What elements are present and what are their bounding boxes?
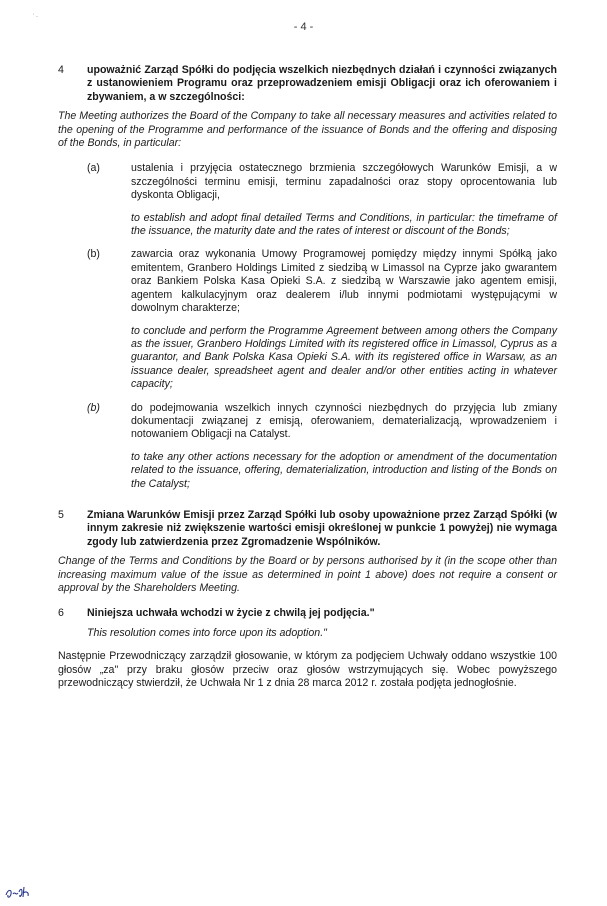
sub-item-label: (b) [87, 401, 100, 414]
sub-item-b-second [87, 402, 557, 451]
sub-item-english-text: to establish and adopt final detailed Terms and Conditions, in particular: the timeframe of the issuance, the maturity date and the rates of interest or discount of the Bonds; [131, 211, 557, 238]
item-5-polish-text: Zmiana Warunków Emisji przez Zarząd Spółki lub osoby upoważnione przez Zarząd Spółki (w innym zakresie niż zwiększenie wartości emisji określonej w punkcie 1 powyżej) nie wymaga zgody lub zatwierdzenia przez Zgromadzenie Wspólników. [87, 508, 557, 548]
sub-item-english-text: to conclude and perform the Programme Agreement between among others the Company as the issuer, Granbero Holdings Limited with its registered office in Limassol, Cyprus as a guarantor, and Bank Polska Kasa Opieki S.A. with its registered office in Warsaw, as an issuance dealer, spreadsheet agent and dealer and/or other entities acting in whatever capacity; [131, 324, 557, 391]
item-number: 4 [58, 64, 64, 76]
item-6 [58, 607, 557, 620]
sub-item-b [87, 248, 557, 324]
item-5-english-text: Change of the Terms and Conditions by the Board or by persons authorised by it (in the scope other than increasing maximum value of the issue as determined in point 1 above) does not require a consent or approval by the Shareholders Meeting. [58, 555, 557, 594]
sub-item-label: (b) [87, 248, 100, 261]
page-number: - 4 - [293, 21, 314, 33]
sub-item-polish-text: ustalenia i przyjęcia ostatecznego brzmienia szczegółowych Warunków Emisji, a w szczególności terminu emisji, terminu zapadalności oraz stopy oprocentowania lub dyskonta Obligacji, [131, 162, 557, 202]
item-4-english-text: The Meeting authorizes the Board of the Company to take all necessary measures and activities related to the opening of the Programme and performance of the issuance of Bonds and the offering and disposing of the Bonds, in particular: [58, 110, 557, 150]
item-number: 6 [58, 607, 64, 620]
item-4 [58, 64, 557, 104]
sub-item-polish-text: do podejmowania wszelkich innych czynności niezbędnych do przyjęcia lub zmiany dokumentacji związanej z emisją, oferowaniem, dematerializacją, wprowadzeniem i notowaniem Obligacji na Catalyst. [131, 401, 557, 441]
sub-item-label: (a) [87, 162, 100, 175]
item-5 [58, 509, 557, 549]
item-6-polish-text: Niniejsza uchwała wchodzi w życie z chwilą jej podjęcia." [87, 607, 375, 620]
sub-item-a [87, 162, 557, 211]
corner-mark: ' - [33, 14, 38, 20]
item-6-english-text: This resolution comes into force upon its adoption." [87, 626, 327, 639]
item-4-polish-text: upoważnić Zarząd Spółki do podjęcia wszelkich niezbędnych działań i czynności związanych z ustanowieniem Programu oraz przeprowadzeniem emisji Obligacji oraz ich oferowaniem i zbywaniem, a w szczególności: [87, 64, 557, 103]
closing-paragraph: Następnie Przewodniczący zarządził głosowanie, w którym za podjęciem Uchwały oddano wszystkie 100 głosów „za" przy braku głosów przeciw oraz głosów wstrzymujących się. Wobec powyższego przewodniczący stwierdził, że Uchwała Nr 1 z dnia 28 marca 2012 r. została podjęta jednogłośnie. [58, 650, 557, 690]
sub-item-english-text: to take any other actions necessary for the adoption or amendment of the documentation related to the issuance, offering, dematerialization, introduction and listing of the Bonds on the Catalyst; [131, 450, 557, 490]
handwritten-initials [4, 883, 40, 901]
item-number: 5 [58, 508, 64, 521]
sub-item-polish-text: zawarcia oraz wykonania Umowy Programowej pomiędzy między innymi Spółką jako emitentem, Granbero Holdings Limited z siedzibą w Limassol na Cyprze jako gwarantem oraz Bankiem Polska Kasa Opieki S.A. z siedzibą w Warszawie jako agentem emisji, agentem kalkulacyjnym oraz dealerem i/lub innymi podmiotami występującymi w dowolnym charakterze; [131, 248, 557, 315]
document-body [58, 64, 557, 690]
